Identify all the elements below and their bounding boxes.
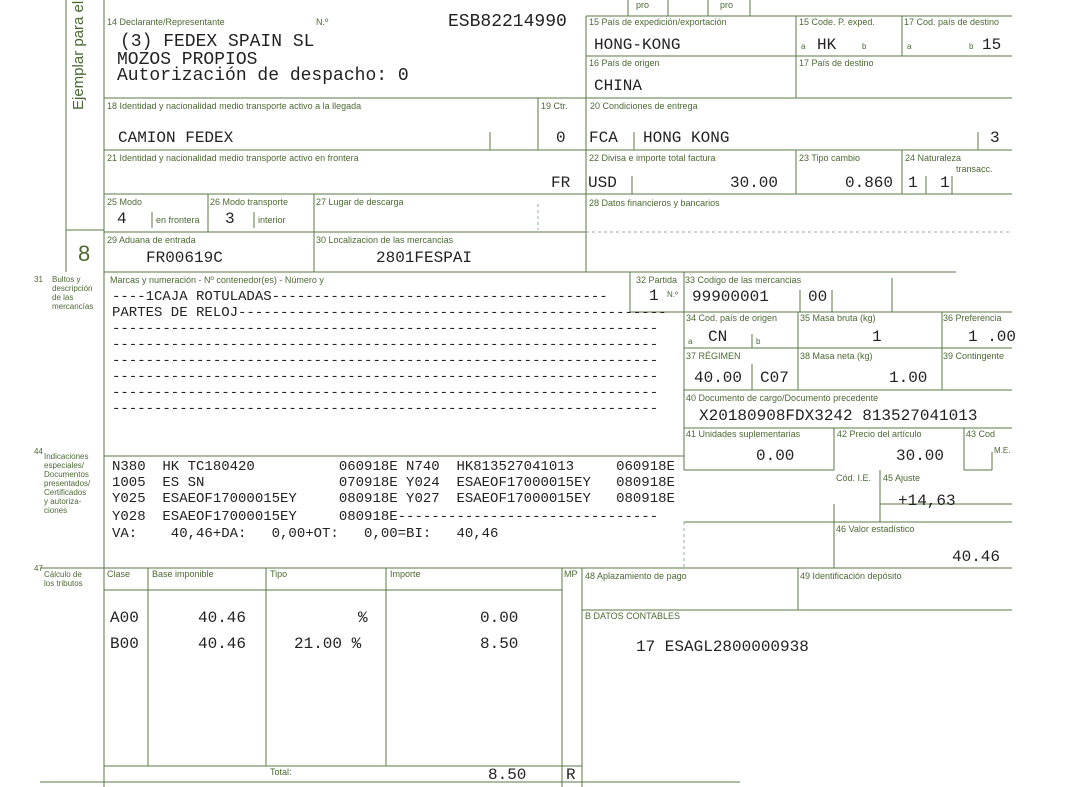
- tax-total-value: 8.50: [488, 766, 527, 784]
- box19-label: 19 Ctr.: [541, 101, 568, 111]
- box28-label: 28 Datos financieros y bancarios: [589, 198, 720, 208]
- box15code-a: a: [801, 42, 806, 51]
- box14-line2: MOZOS PROPIOS: [117, 50, 258, 70]
- box44-line-3: Y025 ESAEOF17000015EY 080918E Y027 ESAEOF17000015EY 080918E: [112, 491, 675, 507]
- box21-value: FR: [551, 174, 571, 192]
- tax-row-1-importe: 0.00: [480, 609, 519, 627]
- box40-label: 40 Documento de cargo/Documento precedente: [686, 393, 879, 403]
- box45-label: 45 Ajuste: [883, 473, 921, 483]
- box47-side-label: Cálculo de los tributos: [44, 570, 83, 588]
- box34-value: CN: [708, 328, 728, 346]
- box17code-a: a: [907, 42, 912, 51]
- box30-value: 2801FESPAI: [376, 249, 473, 267]
- box16-label: 16 País de origen: [589, 58, 660, 68]
- tax-row-2-base: 40.46: [198, 635, 247, 653]
- box31-line-1: ----1CAJA ROTULADAS----------------------------------------: [112, 289, 608, 305]
- tax-total-mp: R: [566, 766, 576, 784]
- box42-label: 42 Precio del artículo: [837, 429, 922, 439]
- top-pro-label-2: pro: [720, 0, 734, 10]
- tax-row-2-clase: B00: [110, 635, 139, 653]
- box24-v1: 1: [908, 174, 918, 192]
- box37-value: 40.00: [694, 369, 743, 387]
- box15-value: HONG-KONG: [594, 36, 681, 54]
- box36-label: 36 Preferencia: [943, 313, 1002, 323]
- box23-label: 23 Tipo cambio: [799, 153, 861, 163]
- box31-line-2: PARTES DE RELOJ---------------------------------------------------: [112, 305, 667, 321]
- box34-a: a: [688, 337, 693, 346]
- box24-v2: 1: [940, 174, 950, 192]
- copy-destination-vertical-label: Ejemplar para el: [70, 0, 87, 110]
- box20-place: HONG KONG: [643, 129, 730, 147]
- box15-label: 15 País de expedición/exportación: [589, 17, 727, 27]
- tax-row-2-importe: 8.50: [480, 635, 519, 653]
- box27-label: 27 Lugar de descarga: [316, 197, 404, 207]
- box37-extra: C07: [760, 369, 789, 387]
- box31-line-3: -----------------------------------------------------------------: [112, 321, 659, 337]
- box24-label2: transacc.: [956, 164, 993, 174]
- copy-number: 8: [78, 241, 91, 266]
- box14-no-label: N.º: [316, 17, 329, 27]
- box17code-value: 15: [982, 36, 1002, 54]
- box47-header-mp: MP: [564, 569, 578, 579]
- box17code-label: 17 Cod. país de destino: [904, 17, 1000, 27]
- box31-side-label: Bultos y descripción de las mercancías: [52, 275, 94, 311]
- box17-label: 17 País de destino: [799, 58, 874, 68]
- box18-value: CAMION FEDEX: [118, 129, 234, 147]
- box47-header-base: Base imponible: [152, 569, 214, 579]
- box41-value: 0.00: [756, 447, 795, 465]
- box20-label: 20 Condiciones de entrega: [590, 101, 698, 111]
- box14-label: 14 Declarante/Representante: [107, 17, 225, 27]
- box17code-b: b: [969, 42, 974, 51]
- box43-label: 43 Cod: [966, 429, 996, 439]
- box14-line3: Autorización de despacho: 0: [117, 66, 409, 86]
- boxB-label: B DATOS CONTABLES: [585, 611, 681, 621]
- tax-row-2-tipo: 21.00 %: [294, 635, 362, 653]
- box33-label: 33 Codigo de las mercancias: [685, 275, 802, 285]
- box48-label: 48 Aplazamiento de pago: [585, 571, 687, 581]
- box29-value: FR00619C: [146, 249, 223, 267]
- box31-line-4: -----------------------------------------------------------------: [112, 337, 659, 353]
- box40-value: X20180908FDX3242 813527041013: [699, 407, 978, 425]
- box41-label: 41 Unidades suplementarias: [686, 429, 801, 439]
- box29-label: 29 Aduana de entrada: [107, 235, 196, 245]
- tax-row-1-clase: A00: [110, 609, 139, 627]
- box44-line-1: N380 HK TC180420 060918E N740 HK813527041013 060918E: [112, 459, 675, 475]
- box25-value: 4: [117, 210, 127, 228]
- box20-extra: 3: [990, 129, 1000, 147]
- box47-header-tipo: Tipo: [270, 569, 288, 579]
- box14-number: ESB82214990: [448, 12, 567, 32]
- box15code-label: 15 Code. P. exped.: [799, 17, 875, 27]
- box22-amount: 30.00: [730, 174, 779, 192]
- box14-line1: (3) FEDEX SPAIN SL: [120, 32, 315, 52]
- tax-row-1-tipo: %: [358, 609, 368, 627]
- tax-row-1-base: 40.46: [198, 609, 247, 627]
- box34-b: b: [756, 337, 761, 346]
- box24-label: 24 Naturaleza: [905, 153, 962, 163]
- box32-label: 32 Partida: [636, 275, 678, 285]
- box21-label: 21 Identidad y nacionalidad medio transporte activo en frontera: [107, 153, 359, 163]
- box23-value: 0.860: [845, 174, 894, 192]
- boxB-value: 17 ESAGL2800000938: [636, 638, 809, 656]
- box31-line-6: -----------------------------------------------------------------: [112, 369, 659, 385]
- box33-extra: 00: [808, 288, 828, 306]
- box33-value: 99900001: [692, 288, 769, 306]
- box44-line-5: VA: 40,46+DA: 0,00+OT: 0,00=BI: 40,46: [112, 526, 499, 542]
- box31-line-8: -----------------------------------------------------------------: [112, 401, 659, 417]
- box38-label: 38 Masa neta (kg): [800, 351, 873, 361]
- box15code-value: HK: [817, 36, 837, 54]
- box22-currency: USD: [588, 174, 617, 192]
- box31-label: Marcas y numeración - Nº contenedor(es) - Número y: [110, 275, 324, 285]
- box31-line-5: -----------------------------------------------------------------: [112, 353, 659, 369]
- box47-header-importe: Importe: [390, 569, 421, 579]
- box44-side-label: Indicaciones especiales/ Documentos presentados/ Certificados y autoriza- ciones: [44, 452, 91, 515]
- box22-label: 22 Divisa e importe total factura: [589, 153, 716, 163]
- box47-number: 47: [34, 564, 43, 573]
- box37-label: 37 RÉGIMEN: [686, 351, 741, 361]
- tax-total-label: Total:: [270, 767, 292, 777]
- box44-line-2: 1005 ES SN 070918E Y024 ESAEOF17000015EY 080918E: [112, 475, 675, 491]
- box46-value: 40.46: [952, 548, 1001, 566]
- box19-value: 0: [556, 129, 566, 147]
- box34-label: 34 Cod. país de origen: [686, 313, 778, 323]
- box39-label: 39 Contingente: [943, 351, 1005, 361]
- box31-number: 31: [34, 275, 43, 284]
- box26-label: 26 Modo transporte: [210, 197, 289, 207]
- top-pro-label-1: pro: [636, 0, 650, 10]
- box26-sub: interior: [258, 215, 286, 225]
- box38-value: 1.00: [889, 369, 928, 387]
- box15code-b: b: [862, 42, 867, 51]
- box36-value: 1 .00: [968, 328, 1017, 346]
- box31-line-7: -----------------------------------------------------------------: [112, 385, 659, 401]
- box47-header-clase: Clase: [107, 569, 131, 579]
- box25-sub: en frontera: [156, 215, 200, 225]
- box26-value: 3: [225, 210, 235, 228]
- box42-value: 30.00: [896, 447, 945, 465]
- box45-value: +14,63: [898, 492, 956, 510]
- box30-label: 30 Localizacion de las mercancias: [316, 235, 454, 245]
- box45-ie-label: Cód. I.E.: [836, 473, 872, 483]
- box46-label: 46 Valor estadístico: [836, 524, 915, 534]
- box16-value: CHINA: [594, 77, 643, 95]
- box32-no: N.º: [667, 290, 678, 299]
- box32-value: 1: [649, 287, 659, 305]
- box20-code: FCA: [589, 129, 618, 147]
- box44-line-4: Y028 ESAEOF17000015EY 080918E-------------------------------: [112, 509, 659, 525]
- box25-label: 25 Modo: [107, 197, 143, 207]
- box49-label: 49 Identificación depósito: [800, 571, 902, 581]
- box35-label: 35 Masa bruta (kg): [800, 313, 876, 323]
- box18-label: 18 Identidad y nacionalidad medio transporte activo a la llegada: [107, 101, 362, 111]
- box35-value: 1: [872, 328, 882, 346]
- box43-label2: M.E.: [994, 446, 1011, 455]
- box44-number: 44: [34, 447, 43, 456]
